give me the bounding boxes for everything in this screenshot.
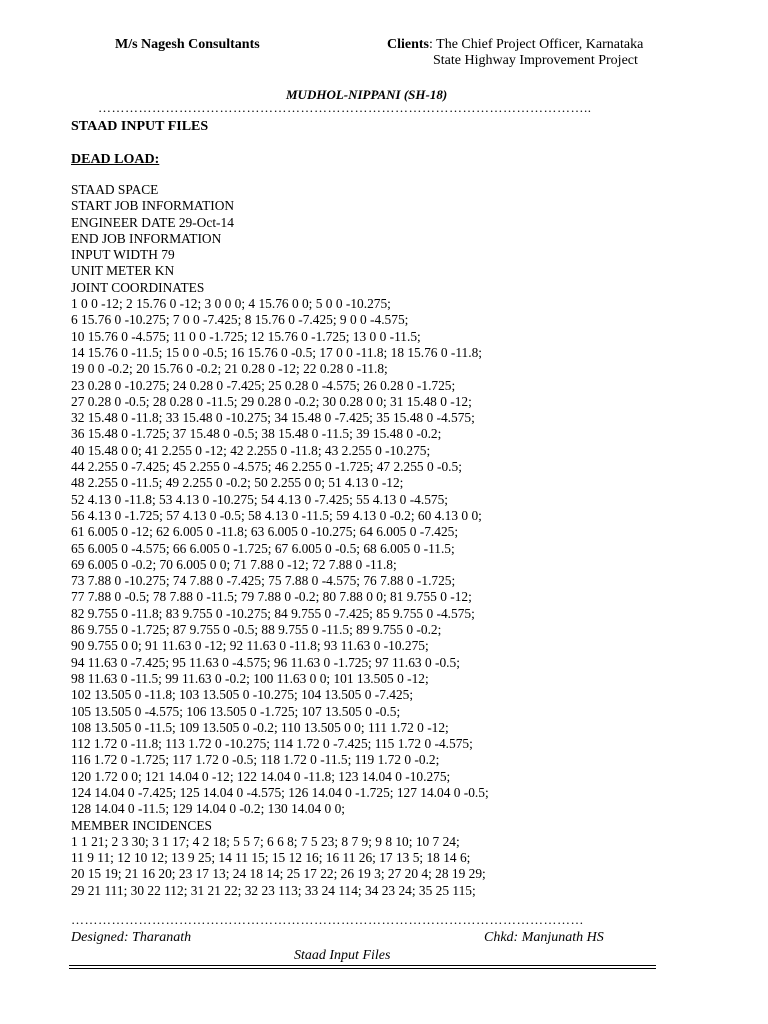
subsection-title: DEAD LOAD: [71,152,160,167]
listing-line: 108 13.505 0 -11.5; 109 13.505 0 -0.2; 110 13.505 0 0; 111 1.72 0 -12; [71,719,449,735]
clients-line-2: State Highway Improvement Project [433,53,638,68]
listing-line: 23 0.28 0 -10.275; 24 0.28 0 -7.425; 25 0.28 0 -4.575; 26 0.28 0 -1.725; [71,377,456,393]
listing-line: 61 6.005 0 -12; 62 6.005 0 -11.8; 63 6.005 0 -10.275; 64 6.005 0 -7.425; [71,524,459,540]
footer-dotted-separator: …………………………………………………………………………………………………… [71,912,584,927]
listing-line: START JOB INFORMATION [71,198,235,214]
listing-line: ENGINEER DATE 29-Oct-14 [71,214,234,230]
listing-line: 73 7.88 0 -10.275; 74 7.88 0 -7.425; 75 7.88 0 -4.575; 76 7.88 0 -1.725; [71,573,456,589]
listing-line: 69 6.005 0 -0.2; 70 6.005 0 0; 71 7.88 0 -12; 72 7.88 0 -11.8; [71,556,397,572]
project-title: MUDHOL-NIPPANI (SH-18) [286,87,448,102]
listing-line: 90 9.755 0 0; 91 11.63 0 -12; 92 11.63 0 -11.8; 93 11.63 0 -10.275; [71,638,429,654]
listing-line: 128 14.04 0 -11.5; 129 14.04 0 -0.2; 130 14.04 0 0; [71,801,346,817]
listing-line: 116 1.72 0 -1.725; 117 1.72 0 -0.5; 118 1.72 0 -11.5; 119 1.72 0 -0.2; [71,752,440,768]
listing-line: UNIT METER KN [71,263,175,279]
company-name: M/s Nagesh Consultants [115,37,260,52]
footer-rule-bottom [69,968,656,969]
listing-line: 27 0.28 0 -0.5; 28 0.28 0 -11.5; 29 0.28 0 -0.2; 30 0.28 0 0; 31 15.48 0 -12; [71,393,472,409]
listing-line: 14 15.76 0 -11.5; 15 0 0 -0.5; 16 15.76 0 -0.5; 17 0 0 -11.8; 18 15.76 0 -11.8; [71,344,482,360]
listing-line: 120 1.72 0 0; 121 14.04 0 -12; 122 14.04 0 -11.8; 123 14.04 0 -10.275; [71,768,451,784]
listing-line: 10 15.76 0 -4.575; 11 0 0 -1.725; 12 15.76 0 -1.725; 13 0 0 -11.5; [71,328,421,344]
listing-line: 102 13.505 0 -11.8; 103 13.505 0 -10.275; 104 13.505 0 -7.425; [71,687,414,703]
listing-line: 94 11.63 0 -7.425; 95 11.63 0 -4.575; 96 11.63 0 -1.725; 97 11.63 0 -0.5; [71,654,460,670]
listing-line: 29 21 111; 30 22 112; 31 21 22; 32 23 113; 33 24 114; 34 23 24; 35 25 115; [71,882,476,898]
listing-line: 65 6.005 0 -4.575; 66 6.005 0 -1.725; 67 6.005 0 -0.5; 68 6.005 0 -11.5; [71,540,455,556]
clients-line-1 [387,37,643,53]
listing-line: 105 13.505 0 -4.575; 106 13.505 0 -1.725; 107 13.505 0 -0.5; [71,703,401,719]
footer-title: Staad Input Files [294,948,391,963]
listing-line: STAAD SPACE [71,182,159,197]
listing-line: 48 2.255 0 -11.5; 49 2.255 0 -0.2; 50 2.255 0 0; 51 4.13 0 -12; [71,475,404,491]
listing-line: 40 15.48 0 0; 41 2.255 0 -12; 42 2.255 0 -11.8; 43 2.255 0 -10.275; [71,442,431,458]
listing-line: 20 15 19; 21 16 20; 23 17 13; 24 18 14; 25 17 22; 26 19 3; 27 20 4; 28 19 29; [71,866,486,882]
clients-text: : The Chief Project Officer, Karnataka [429,37,644,52]
listing-line: 6 15.76 0 -10.275; 7 0 0 -7.425; 8 15.76 0 -7.425; 9 0 0 -4.575; [71,312,409,328]
listing-line: 1 1 21; 2 3 30; 3 1 17; 4 2 18; 5 5 7; 6 6 8; 7 5 23; 8 7 9; 9 8 10; 10 7 24; [71,833,460,849]
listing-line: END JOB INFORMATION [71,230,222,246]
listing-line: JOINT COORDINATES [71,279,205,295]
listing-line: 32 15.48 0 -11.8; 33 15.48 0 -10.275; 34 15.48 0 -7.425; 35 15.48 0 -4.575; [71,410,475,426]
listing-line: 124 14.04 0 -7.425; 125 14.04 0 -4.575; 126 14.04 0 -1.725; 127 14.04 0 -0.5; [71,784,489,800]
listing-line: 44 2.255 0 -7.425; 45 2.255 0 -4.575; 46 2.255 0 -1.725; 47 2.255 0 -0.5; [71,459,462,475]
listing-line: 11 9 11; 12 10 12; 13 9 25; 14 11 15; 15 12 16; 16 11 26; 17 13 5; 18 14 6; [71,850,471,866]
checked-by: Chkd: Manjunath HS [484,930,604,945]
listing-line: 36 15.48 0 -1.725; 37 15.48 0 -0.5; 38 15.48 0 -11.5; 39 15.48 0 -0.2; [71,426,442,442]
staad-input-listing [71,182,489,899]
listing-line: 86 9.755 0 -1.725; 87 9.755 0 -0.5; 88 9.755 0 -11.5; 89 9.755 0 -0.2; [71,622,442,638]
designed-by: Designed: Tharanath [71,930,192,945]
listing-line: 52 4.13 0 -11.8; 53 4.13 0 -10.275; 54 4.13 0 -7.425; 55 4.13 0 -4.575; [71,491,449,507]
footer-rule-top [69,965,656,966]
listing-line: 77 7.88 0 -0.5; 78 7.88 0 -11.5; 79 7.88 0 -0.2; 80 7.88 0 0; 81 9.755 0 -12; [71,589,472,605]
header-dotted-separator: ……………………………………………………………………………………………….. [98,100,592,115]
listing-line: 1 0 0 -12; 2 15.76 0 -12; 3 0 0 0; 4 15.76 0 0; 5 0 0 -10.275; [71,296,391,312]
listing-line: INPUT WIDTH 79 [71,247,175,263]
listing-line: 98 11.63 0 -11.5; 99 11.63 0 -0.2; 100 11.63 0 0; 101 13.505 0 -12; [71,670,429,686]
listing-line: 112 1.72 0 -11.8; 113 1.72 0 -10.275; 114 1.72 0 -7.425; 115 1.72 0 -4.575; [71,736,473,752]
listing-line: MEMBER INCIDENCES [71,817,212,833]
listing-line: 82 9.755 0 -11.8; 83 9.755 0 -10.275; 84 9.755 0 -7.425; 85 9.755 0 -4.575; [71,605,475,621]
listing-line: 19 0 0 -0.2; 20 15.76 0 -0.2; 21 0.28 0 -12; 22 0.28 0 -11.8; [71,361,388,377]
section-title: STAAD INPUT FILES [71,119,209,134]
clients-label: Clients [387,37,429,52]
listing-line: 56 4.13 0 -1.725; 57 4.13 0 -0.5; 58 4.13 0 -11.5; 59 4.13 0 -0.2; 60 4.13 0 0; [71,507,482,523]
